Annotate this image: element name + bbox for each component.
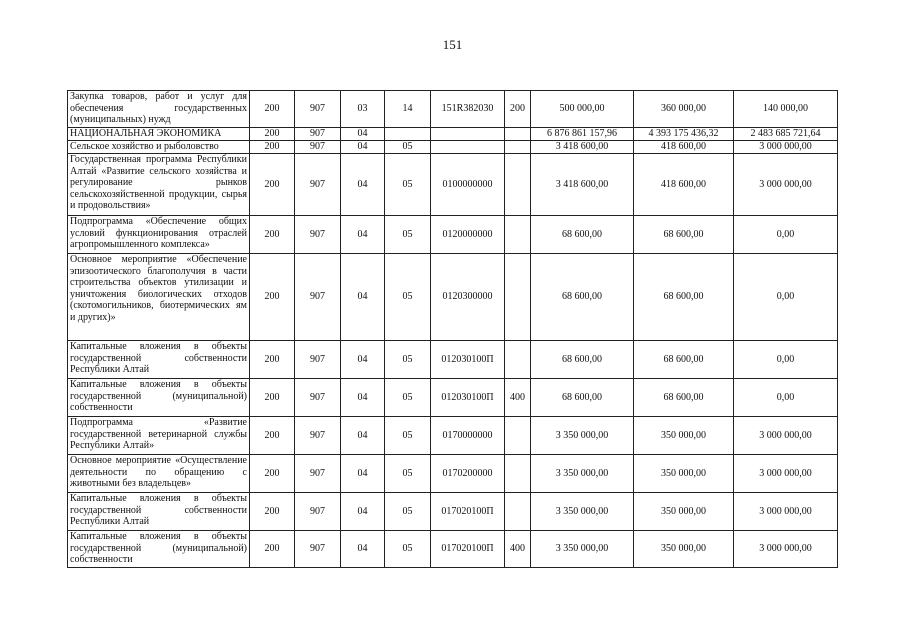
expense-type-code [505,154,531,216]
target-article-code: 0170200000 [431,455,505,493]
ministry-code: 200 [250,341,295,379]
section-code: 04 [341,154,385,216]
amount-year-1: 68 600,00 [531,341,634,379]
admin-code: 907 [295,455,341,493]
amount-year-3: 3 000 000,00 [734,417,838,455]
amount-year-1: 6 876 861 157,96 [531,128,634,141]
page-number: 151 [442,37,463,52]
subsection-code: 14 [385,91,431,128]
target-article-code: 0100000000 [431,154,505,216]
subsection-code: 05 [385,154,431,216]
amount-year-3: 3 000 000,00 [734,493,838,531]
target-article-code: 0170000000 [431,417,505,455]
amount-year-3: 3 000 000,00 [734,154,838,216]
amount-year-2: 350 000,00 [634,493,734,531]
expense-type-code [505,254,531,341]
expense-type-code: 200 [505,91,531,128]
subsection-code: 05 [385,455,431,493]
admin-code: 907 [295,379,341,417]
row-name: Сельское хозяйство и рыболовство [68,141,250,154]
expense-type-code [505,128,531,141]
ministry-code: 200 [250,254,295,341]
target-article-code: 012030100П [431,341,505,379]
amount-year-1: 3 418 600,00 [531,141,634,154]
expense-type-code [505,455,531,493]
expense-type-code [505,493,531,531]
subsection-code: 05 [385,341,431,379]
section-code: 04 [341,216,385,254]
target-article-code: 0120300000 [431,254,505,341]
row-name: Капитальные вложения в объекты государственной (муниципальной) собственности [68,379,250,417]
amount-year-3: 3 000 000,00 [734,531,838,568]
row-name: Основное мероприятие «Обеспечение эпизоотического благополучия в части строительства объектов утилизации и уничтожения биологических отходов (скотомогильников, биотермических ям и других)» [68,254,250,341]
row-name: Закупка товаров, работ и услуг для обеспечения государственных (муниципальных) нужд [68,91,250,128]
amount-year-2: 418 600,00 [634,154,734,216]
amount-year-2: 360 000,00 [634,91,734,128]
table-row [68,379,838,417]
target-article-code [431,128,505,141]
row-name: Капитальные вложения в объекты государственной собственности Республики Алтай [68,493,250,531]
amount-year-3: 0,00 [734,341,838,379]
amount-year-2: 350 000,00 [634,417,734,455]
amount-year-1: 3 418 600,00 [531,154,634,216]
subsection-code: 05 [385,379,431,417]
amount-year-2: 68 600,00 [634,254,734,341]
table-row [68,216,838,254]
amount-year-3: 3 000 000,00 [734,455,838,493]
table-row [68,91,838,128]
section-code: 04 [341,455,385,493]
expense-type-code [505,417,531,455]
subsection-code: 05 [385,254,431,341]
amount-year-2: 68 600,00 [634,216,734,254]
section-code: 04 [341,417,385,455]
admin-code: 907 [295,341,341,379]
ministry-code: 200 [250,417,295,455]
amount-year-1: 3 350 000,00 [531,455,634,493]
row-name: Капитальные вложения в объекты государственной (муниципальной) собственности [68,531,250,568]
table-row [68,341,838,379]
ministry-code: 200 [250,154,295,216]
subsection-code: 05 [385,417,431,455]
amount-year-1: 68 600,00 [531,379,634,417]
expense-type-code [505,216,531,254]
amount-year-3: 0,00 [734,216,838,254]
amount-year-1: 3 350 000,00 [531,531,634,568]
budget-table [67,90,838,568]
row-name: Капитальные вложения в объекты государственной собственности Республики Алтай [68,341,250,379]
row-name: Подпрограмма «Развитие государственной ветеринарной службы Республики Алтай» [68,417,250,455]
expense-type-code [505,341,531,379]
subsection-code: 05 [385,216,431,254]
amount-year-2: 350 000,00 [634,531,734,568]
expense-type-code [505,141,531,154]
table-body [68,91,838,568]
target-article-code [431,141,505,154]
ministry-code: 200 [250,493,295,531]
amount-year-1: 68 600,00 [531,254,634,341]
subsection-code: 05 [385,141,431,154]
expense-type-code: 400 [505,379,531,417]
admin-code: 907 [295,154,341,216]
target-article-code: 0120000000 [431,216,505,254]
amount-year-2: 68 600,00 [634,341,734,379]
ministry-code: 200 [250,455,295,493]
table-row [68,417,838,455]
admin-code: 907 [295,216,341,254]
table-row [68,128,838,141]
amount-year-2: 350 000,00 [634,455,734,493]
row-name: Основное мероприятие «Осуществление деятельности по обращению с животными без владельцев» [68,455,250,493]
target-article-code: 012030100П [431,379,505,417]
ministry-code: 200 [250,379,295,417]
admin-code: 907 [295,417,341,455]
target-article-code: 151R382030 [431,91,505,128]
row-name: НАЦИОНАЛЬНАЯ ЭКОНОМИКА [68,128,250,141]
subsection-code: 05 [385,493,431,531]
admin-code: 907 [295,141,341,154]
table-row [68,493,838,531]
ministry-code: 200 [250,141,295,154]
ministry-code: 200 [250,216,295,254]
amount-year-3: 140 000,00 [734,91,838,128]
amount-year-1: 500 000,00 [531,91,634,128]
amount-year-1: 3 350 000,00 [531,417,634,455]
section-code: 04 [341,493,385,531]
section-code: 04 [341,531,385,568]
row-name: Подпрограмма «Обеспечение общих условий функционирования отраслей агропромышленного комплекса» [68,216,250,254]
amount-year-3: 0,00 [734,254,838,341]
amount-year-1: 3 350 000,00 [531,493,634,531]
amount-year-2: 4 393 175 436,32 [634,128,734,141]
expense-type-code: 400 [505,531,531,568]
section-code: 03 [341,91,385,128]
amount-year-3: 3 000 000,00 [734,141,838,154]
amount-year-1: 68 600,00 [531,216,634,254]
table-row [68,154,838,216]
amount-year-3: 2 483 685 721,64 [734,128,838,141]
amount-year-2: 418 600,00 [634,141,734,154]
subsection-code: 05 [385,531,431,568]
table-row [68,531,838,568]
admin-code: 907 [295,128,341,141]
section-code: 04 [341,254,385,341]
ministry-code: 200 [250,531,295,568]
admin-code: 907 [295,91,341,128]
section-code: 04 [341,341,385,379]
ministry-code: 200 [250,128,295,141]
table-row [68,455,838,493]
amount-year-3: 0,00 [734,379,838,417]
section-code: 04 [341,128,385,141]
table-row [68,254,838,341]
target-article-code: 017020100П [431,493,505,531]
amount-year-2: 68 600,00 [634,379,734,417]
admin-code: 907 [295,493,341,531]
row-name: Государственная программа Республики Алтай «Развитие сельского хозяйства и регулирование рынков сельскохозяйственной продукции, сырья и продовольствия» [68,154,250,216]
subsection-code [385,128,431,141]
section-code: 04 [341,379,385,417]
ministry-code: 200 [250,91,295,128]
table-row [68,141,838,154]
admin-code: 907 [295,254,341,341]
admin-code: 907 [295,531,341,568]
section-code: 04 [341,141,385,154]
target-article-code: 017020100П [431,531,505,568]
